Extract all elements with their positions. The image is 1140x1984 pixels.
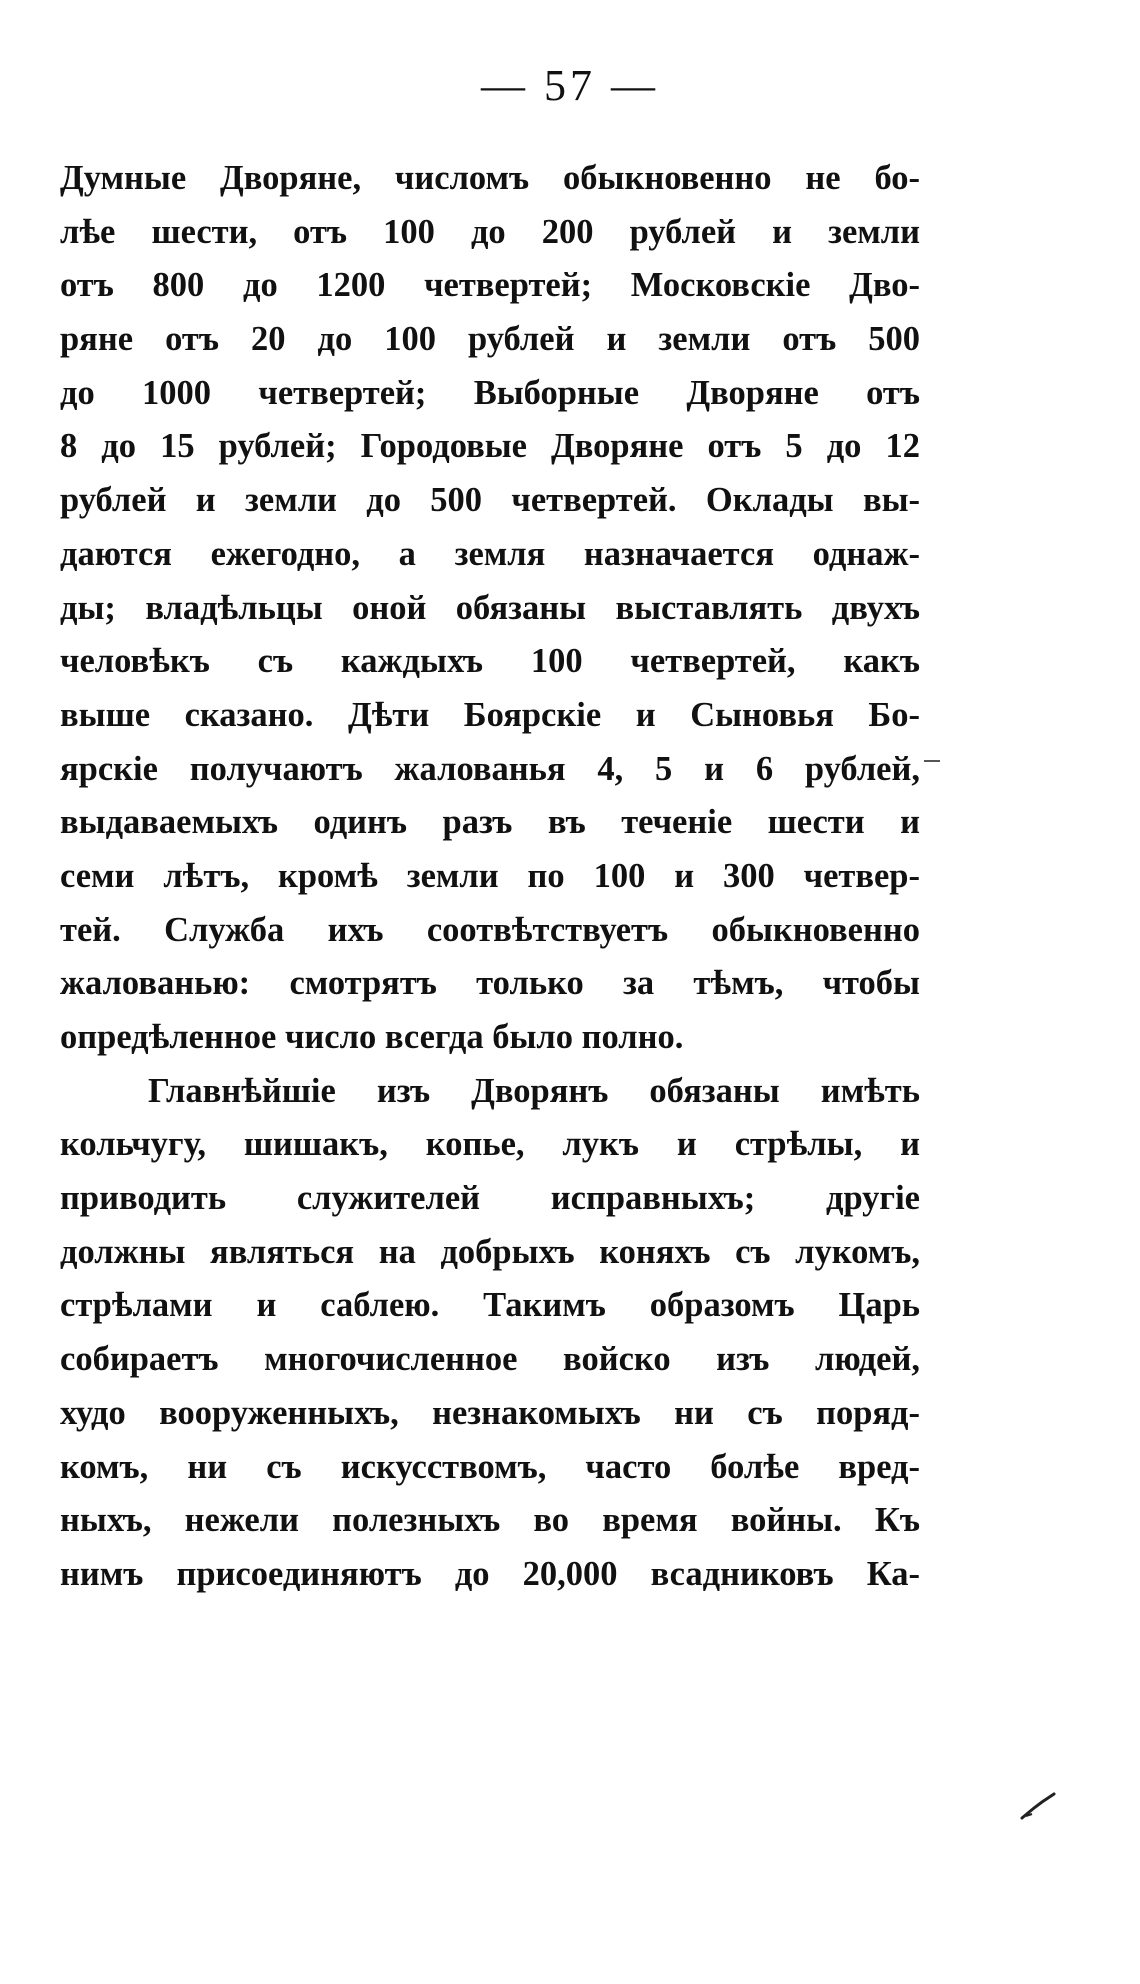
text-line: комъ, ни съ искусствомъ, часто болѣе вред- — [60, 1447, 920, 1486]
text-line: выдаваемыхъ одинъ разъ въ теченіе шести и — [60, 803, 920, 842]
text-line: лѣе шести, отъ 100 до 200 рублей и земли — [60, 212, 920, 251]
text-line: нимъ присоединяютъ до 20,000 всадниковъ Ка- — [60, 1554, 920, 1593]
text-line: должны являться на добрыхъ коняхъ съ лукомъ, — [60, 1232, 920, 1271]
text-line: даются ежегодно, а земля назначается однаж- — [60, 534, 920, 573]
text-line: тей. Служба ихъ соотвѣтствуетъ обыкновенно — [60, 910, 920, 949]
text-line: ярскіе получаютъ жалованья 4, 5 и 6 рублей, — [60, 749, 920, 788]
text-line: Думные Дворяне, числомъ обыкновенно не бо- — [60, 159, 920, 197]
text-line: худо вооруженныхъ, незнакомыхъ ни съ поряд- — [60, 1393, 920, 1432]
paragraph-2 — [60, 1065, 920, 1602]
text-line: ды; владѣльцы оной обязаны выставлять двухъ — [60, 588, 920, 627]
text-line: отъ 800 до 1200 четвертей; Московскіе Дво- — [60, 266, 920, 305]
text-line: человѣкъ съ каждыхъ 100 четвертей, какъ — [60, 642, 920, 681]
text-line: рублей и земли до 500 четвертей. Оклады вы- — [60, 481, 920, 520]
text-line: ряне отъ 20 до 100 рублей и земли отъ 500 — [60, 320, 920, 359]
text-line: собираетъ многочисленное войско изъ людей, — [60, 1340, 920, 1379]
text-line: стрѣлами и саблею. Такимъ образомъ Царь — [60, 1286, 920, 1325]
margin-mark — [924, 760, 940, 762]
paragraph-1 — [60, 152, 920, 1065]
text-line: опредѣленное число всегда было полно. — [60, 1018, 684, 1056]
text-line: до 1000 четвертей; Выборные Дворяне отъ — [60, 373, 920, 412]
body-text — [60, 152, 920, 1602]
text-line: кольчугу, шишакъ, копье, лукъ и стрѣлы, и — [60, 1125, 920, 1164]
text-line: приводить служителей исправныхъ; другіе — [60, 1179, 920, 1218]
ink-mark — [1020, 1792, 1056, 1820]
text-line: выше сказано. Дѣти Боярскіе и Сыновья Бо- — [60, 695, 920, 734]
page-number: — 57 — — [481, 61, 659, 110]
text-line: 8 до 15 рублей; Городовые Дворяне отъ 5 до 12 — [60, 427, 920, 466]
text-line: жалованью: смотрятъ только за тѣмъ, чтобы — [60, 964, 920, 1003]
text-line: Главнѣйшіе изъ Дворянъ обязаны имѣть — [148, 1071, 920, 1110]
text-line: ныхъ, нежели полезныхъ во время войны. Къ — [60, 1501, 920, 1540]
text-line: семи лѣтъ, кромѣ земли по 100 и 300 четвер- — [60, 856, 920, 895]
